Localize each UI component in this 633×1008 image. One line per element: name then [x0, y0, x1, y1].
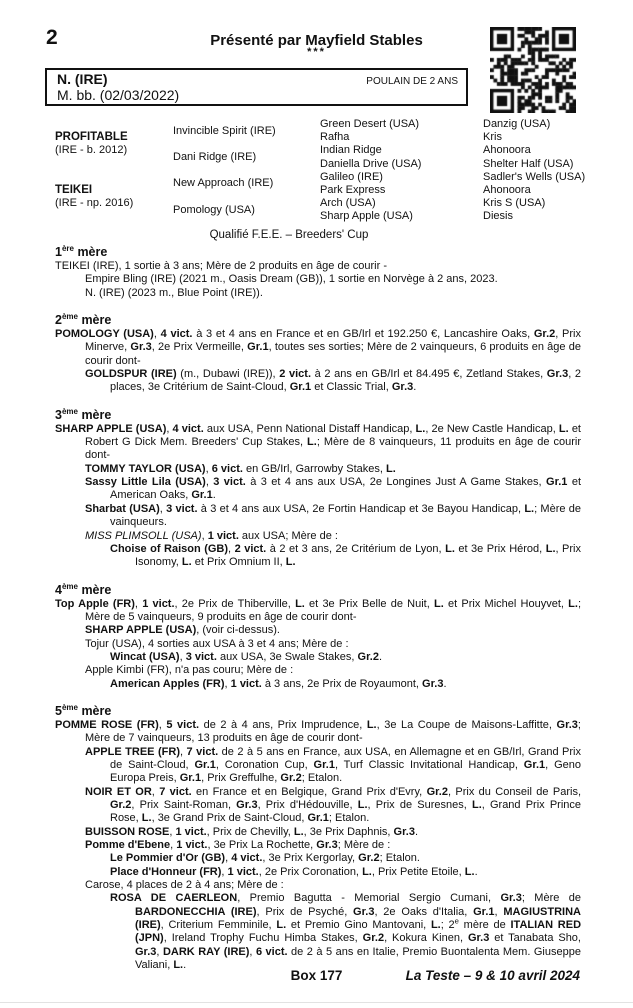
dam-section — [55, 583, 581, 691]
ancestor-gen3: Indian Ridge — [320, 144, 382, 157]
lot-number: 2 — [46, 26, 58, 49]
pedigree-paragraph: SHARP APPLE (USA), (voir ci-dessus). — [85, 624, 280, 637]
ancestor-gen2: Invincible Spirit (IRE) — [173, 124, 276, 137]
ancestor-gen4: Ahonoora — [483, 183, 531, 196]
dam-section-heading: 3ème mère — [55, 406, 112, 422]
pedigree-paragraph: POMOLOGY (USA), 4 vict. à 3 et 4 ans en France et en GB/Irl et 192.250 €, Lancashire Oaks, Gr.2, Prix Minerve, Gr.3, 2e Prix Vermeille, Gr.1, toutes ses sorties; Mère de 2 vainqueurs, 6 produits en âge de courir dont- — [55, 328, 581, 367]
presenter-title: Présenté par Mayfield Stables — [210, 32, 423, 49]
horse-details: M. bb. (02/03/2022) — [57, 87, 180, 103]
pedigree-paragraph: SHARP APPLE (USA), 4 vict. aux USA, Penn National Distaff Handicap, L., 2e New Castle Handicap, L. et Robert G Dick Mem. Breeders' Cup Stakes, L.; Mère de 8 vainqueurs, 11 produits en âge de courir dont- — [55, 422, 581, 462]
ancestor-gen3: Daniella Drive (USA) — [320, 157, 422, 170]
ancestor-gen3: Sharp Apple (USA) — [320, 210, 413, 223]
pedigree-paragraph: NOIR ET OR, 7 vict. en France et en Belgique, Grand Prix d'Evry, Gr.2, Prix du Conseil de Paris, Gr.2, Prix Saint-Roman, Gr.3, Prix d'Hédouville, L., Prix de Suresnes, L., Grand Prix Prince Rose, L., 3e Grand Prix de Saint-Cloud, Gr.1; Etalon. — [85, 785, 582, 825]
qr-code — [490, 27, 576, 113]
dam-section — [55, 408, 581, 570]
pedigree-paragraph: APPLE TREE (FR), 7 vict. de 2 à 5 ans en France, aux USA, en Allemagne et en GB/Irl, Grand Prix de Saint-Cloud, Gr.1, Coronation Cup, Gr.1, Turf Classic Invitational Handicap, Gr.1, Geno Europa Preis, Gr.1, Prix Greffulhe, Gr.2; Etalon. — [85, 745, 581, 785]
ancestor-gen3: Rafha — [320, 131, 350, 144]
dam-section-heading: 2ème mère — [55, 311, 112, 328]
ancestor-gen2: Pomology (USA) — [173, 203, 255, 216]
dam-section-heading: 1ère mère — [55, 243, 108, 259]
pedigree-paragraph: Apple Kimbi (FR), n'a pas couru; Mère de : — [85, 664, 294, 677]
qualification-line: Qualifié F.E.E. – Breeders' Cup — [209, 229, 369, 241]
ancestor-gen3: Arch (USA) — [320, 197, 376, 210]
horse-name: N. (IRE) — [57, 71, 108, 87]
pedigree-paragraph: N. (IRE) (2023 m., Blue Point (IRE)). — [85, 286, 263, 299]
pedigree-paragraph: Pomme d'Ebene, 1 vict., 3e Prix La Rochette, Gr.3; Mère de : — [85, 839, 391, 852]
pedigree-paragraph: TOMMY TAYLOR (USA), 6 vict. en GB/Irl, Garrowby Stakes, L. — [85, 462, 396, 475]
ancestor-origin: (IRE - b. 2012) — [55, 144, 128, 157]
pedigree-paragraph: American Apples (FR), 1 vict. à 3 ans, 2e Prix de Royaumont, Gr.3. — [110, 677, 447, 690]
ancestor-name: TEIKEI — [55, 183, 93, 196]
ancestor-gen4: Shelter Half (USA) — [483, 157, 574, 170]
footer-venue-date: La Teste – 9 & 10 avril 2024 — [405, 968, 580, 983]
pedigree-paragraph: Sassy Little Lila (USA), 3 vict. à 3 et 4 ans aux USA, 2e Longines Just A Game Stakes, Gr.1 et American Oaks, Gr.1. — [85, 476, 582, 502]
pedigree-paragraph: BUISSON ROSE, 1 vict., Prix de Chevilly, L., 3e Prix Daphnis, Gr.3. — [85, 825, 419, 838]
ancestor-gen4: Kris S (USA) — [483, 197, 546, 210]
ancestor-gen2: New Approach (IRE) — [173, 177, 274, 190]
pedigree-paragraph: Place d'Honneur (FR), 1 vict., 2e Prix Coronation, L., Prix Petite Etoile, L.. — [110, 865, 478, 878]
horse-category: POULAIN DE 2 ANS — [366, 76, 458, 87]
pedigree-paragraph: ROSA DE CAERLEON, Premio Bagutta - Memorial Sergio Cumani, Gr.3; Mère de BARDONECCHIA (IRE), Prix de Psyché, Gr.3, 2e Oaks d'Italia, Gr.1, MAGIUSTRINA (IRE), Criterium Femminile, L. et Premio Gino Mantovani, L.; 2e mère de ITALIAN RED (JPN), Ireland Trophy Fuchu Himba Stakes, Gr.2, Kokura Kinen, Gr.3 et Tanabata Sho, Gr.3, DARK RAY (IRE), 6 vict. de 2 à 5 ans en Italie, Premio Buontalenta Mem. Giuseppe Valiani, L.. — [110, 892, 582, 972]
pedigree-paragraph: TEIKEI (IRE), 1 sortie à 3 ans; Mère de 2 produits en âge de courir - — [55, 260, 387, 272]
pedigree-table — [55, 118, 633, 224]
pedigree-paragraph: Tojur (USA), 4 sorties aux USA à 3 et 4 ans; Mère de : — [85, 637, 349, 650]
dam-section — [55, 313, 581, 395]
ancestor-gen4: Danzig (USA) — [483, 118, 551, 130]
pedigree-paragraph: Top Apple (FR), 1 vict., 2e Prix de Thiberville, L. et 3e Prix Belle de Nuit, L. et Prix Michel Houyvet, L.; Mère de 5 vainqueurs, 9 produits en âge de courir dont- — [55, 597, 581, 623]
ancestor-gen4: Diesis — [483, 210, 513, 223]
ancestor-gen1 — [55, 118, 173, 171]
pedigree-paragraph: Sharbat (USA), 3 vict. à 3 et 4 ans aux USA, 2e Fortin Handicap et 3e Bayou Handicap, L.; Mère de vainqueurs. — [85, 502, 581, 529]
pedigree-paragraph: Choise of Raison (GB), 2 vict. à 2 et 3 ans, 2e Critérium de Lyon, L. et 3e Prix Hérod, L., Prix Isonomy, L. et Prix Omnium II, L. — [110, 542, 581, 569]
footer-box-number: Box 177 — [290, 968, 343, 983]
ancestor-gen3: Park Express — [320, 183, 386, 196]
pedigree-paragraph: Empire Bling (IRE) (2021 m., Oasis Dream (GB)), 1 sortie en Norvège à 2 ans, 2023. — [85, 273, 498, 286]
ancestor-gen4: Ahonoora — [483, 144, 531, 157]
pedigree-paragraph: GOLDSPUR (IRE) (m., Dubawi (IRE)), 2 vict. à 2 ans en GB/Irl et 84.495 €, Zetland Stakes, Gr.3, 2 places, 3e Critérium de Saint-Cloud, Gr.1 et Classic Trial, Gr.3. — [85, 368, 582, 394]
ancestor-name: PROFITABLE — [55, 131, 128, 144]
page-edge-line — [0, 1002, 633, 1003]
dam-section — [55, 704, 581, 973]
pedigree-paragraph: Wincat (USA), 3 vict. aux USA, 3e Swale Stakes, Gr.2. — [110, 650, 382, 663]
pedigree-paragraph: Le Pommier d'Or (GB), 4 vict., 3e Prix Kergorlay, Gr.2; Etalon. — [110, 852, 420, 865]
presenter-stars: *** — [307, 46, 326, 58]
ancestor-gen3: Green Desert (USA) — [320, 118, 420, 130]
ancestor-gen1 — [55, 171, 173, 224]
pedigree-paragraph: POMME ROSE (FR), 5 vict. de 2 à 4 ans, Prix Imprudence, L., 3e La Coupe de Maisons-Laffitte, Gr.3; Mère de 7 vainqueurs, 13 produits en âge de courir dont- — [55, 718, 581, 745]
ancestor-origin: (IRE - np. 2016) — [55, 197, 134, 210]
pedigree-details — [55, 245, 581, 985]
dam-section-heading: 5ème mère — [55, 702, 112, 718]
ancestor-gen4: Kris — [483, 131, 502, 144]
horse-info-box — [45, 68, 468, 106]
ancestor-gen3: Galileo (IRE) — [320, 170, 383, 183]
dam-section — [55, 245, 581, 300]
ancestor-gen4: Sadler's Wells (USA) — [483, 170, 586, 183]
pedigree-paragraph: Carose, 4 places de 2 à 4 ans; Mère de : — [85, 879, 284, 892]
ancestor-gen2: Dani Ridge (IRE) — [173, 150, 257, 163]
pedigree-paragraph: MISS PLIMSOLL (USA), 1 vict. aux USA; Mère de : — [85, 529, 338, 542]
dam-section-heading: 4ème mère — [55, 581, 112, 597]
